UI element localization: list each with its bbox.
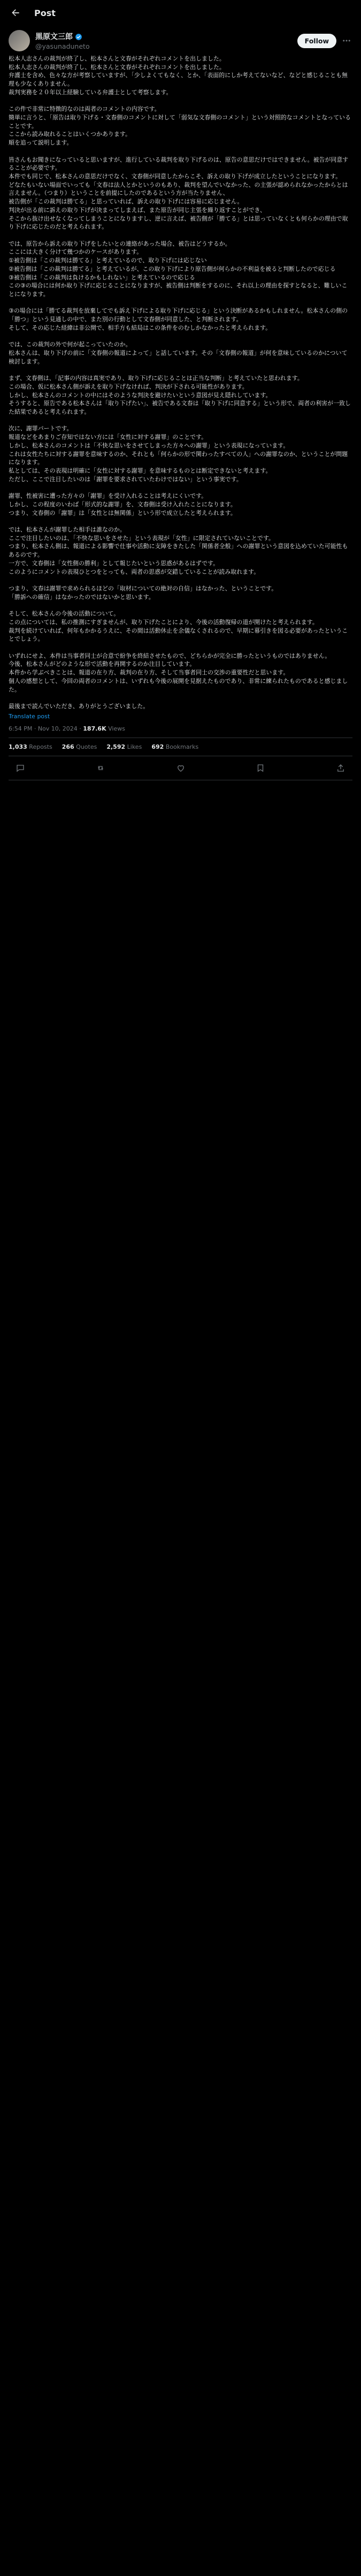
post-header [0,26,361,55]
post-paragraph: 松本人志さんの裁判が終了し、松本さんと文春がそれぞれコメントを出しました。 松本人志さんの裁判が終了し、松本さんと文春がそれぞれコメントを出しました。 弁護士を含め、色々な方が考察していますが、「少しよくてもなく、とか、「表面的にしか考えてないなど、などと感じることも無理も少なくありません。 裁判実務を２０年以上経験している弁護士として考察します。 [9,55,348,96]
share-icon[interactable] [335,763,346,773]
bookmarks-stat[interactable]: 692 Bookmarks [151,743,199,750]
like-icon[interactable] [175,763,186,773]
post-paragraph: では、松本さんが謝罪した相手は誰なのか。 ここで注目したいのは、「不快な思いをさせた」という表現が「女性」に限定されていないことです。 つまり、松本さん側は、報道による影響で仕事や活動に支障をきたした「関係者全般」への謝罪という意図を込めていた可能性もあるのです。 一方で、文春側は「女性側の勝利」として報じたいという思惑があるはずです。 このようにコメントの表現ひとつをとっても、両者の思惑が交錯していることが読み取れます。 [9,526,348,575]
post-body [0,55,361,711]
post-paragraph: いずれにせよ、本件は当事者同士が合意で紛争を終結させたもので、どちらかが完全に勝ったというものではありません。 今後、松本さんがどのような形で活動を再開するのか注目しています。 本件から学ぶべきことは、報道の在り方、裁判の在り方、そして当事者同士の交渉の重要性だと思います。 個人の感想として、今回の両者のコメントは、いずれも今後の展開を見据えたものであり、非常に練られたものであると感じました。 [9,652,348,693]
post-paragraph: まず、文春側は、「記事の内容は真実であり、取り下げに応じることは正当な判断」と考えていたと思われます。 この場合、仮に松本さん側が訴えを取り下げなければ、判決が下される可能性があります。 しかし、松本さんのコメントの中にはそのような判決を避けたいという意図が見え隠れしています。 そうすると、原告である松本さんは「取り下げたい」、被告である文春は「取り下げに同意する」という形で、両者の利害が一致した結果であると考えられます。 [9,375,351,415]
translate-post-link[interactable]: Translate post [9,712,50,720]
post-paragraph: 次に、謝罪パートです。 報道などをあまりご存知ではない方には「女性に対する謝罪」のことです。 しかし、松本さんのコメントは「不快な思いをさせてしまった方々への謝罪」という表現になっています。 これは女性たちに対する謝罪を意味するのか、それとも「何らかの形で関わったすべての人」への謝罪なのか、ということが問題になります。 私としては、その表現は明確に「女性に対する謝罪」を意味するものとは断定できないと考えます。 ただし、ここで注目したいのは「謝罪を要求されていたわけではない」という事実です。 [9,425,348,483]
post-paragraph: つまり、文春は謝罪で求められるほどの「取材についての絶対の自信」はなかった、ということです。 「勝訴への確信」はなかったのではないかと思います。 [9,584,278,601]
follow-button[interactable]: Follow [297,34,336,48]
more-options-icon[interactable] [341,35,352,47]
post-meta: 6:54 PM · Nov 10, 2024 · 187.6K Views [9,725,125,732]
avatar[interactable] [9,30,30,51]
bookmark-icon[interactable] [255,763,266,773]
verified-badge-icon [75,33,82,40]
post-paragraph: 皆さんもお聞きになっていると思いますが、進行している裁判を取り下げるのは、原告の意思だけではできません。被告が同意することが必要です。 本件でも同じで、松本さんの意思だけでなく、文春側が同意したからこそ、訴えの取り下げが成立したということになります。 どなたもいない場面でいっても「文春は法人とかというのもあり、裁判を望んでいなかった、の主張が認められなかったからとは言えません。（つまり）ということを前提にしたのであるという方が当たりません、 被告側が「この裁判は勝てる」と思っていれば、訴えの取り下げには容易に応じません。 判決が出る前に訴えの取り下げが決まってしまえば、また原告が同じ主張を繰り返すことができ、 そこから抜け出せなくなってしまうことになりますし、逆に言えば、被告側が「勝てる」とは思っていなくとも何らかの理由で取り下げに応じたのだと考えられます。 [9,156,349,231]
top-bar [0,0,361,26]
page-title: Post [34,7,56,18]
engagement-stats [0,738,361,756]
post-time[interactable]: 6:54 PM [9,725,33,732]
post-paragraph: この件で非常に特徴的なのは両者のコメントの内容です。 簡単に言うと、「原告は取り下げる・文春側のコメントに対して「弱気な文春側のコメント」という対照的なコメントとなっていることです。 ここから読み取れることはいくつかあります。 順を追って説明します。 [9,105,351,147]
post-paragraph: ③の場合には「勝てる裁判を放棄してでも訴え下げによる取り下げに応じる」という決断があるかもしれません。松本さんの側の「勝つ」という見通しの中で、また別の行動として文春側が同意した、と判断されます。 そして、その応じた経緯は非公開で、相手方も結局はこの条件をのむしかなかったと考えられます。 [9,307,348,331]
reposts-stat[interactable]: 1,033 Reposts [9,743,52,750]
post-paragraph: 最後まで読んでいただき、ありがとうございました。 [9,702,149,710]
author-display-name[interactable]: 黒原文三郎 [35,33,73,41]
post-paragraph: 謝罪、性被害に遭った方々の「謝罪」を受け入れることは考えにくいです。 しかし、この程度のいわば「形式的な謝罪」を、文春側は受け入れたことになります。 つまり、文春側の「謝罪」は「女性とは無関係」という形で成立したと考えられます。 [9,492,236,516]
author-names [35,31,297,50]
action-bar [0,756,361,780]
post-paragraph: そして、松本さんの今後の活動について。 この点については、私の推測にすぎませんが、取り下げたことにより、今後の活動復帰の道が開けたと考えられます。 裁判を続けていれば、何年もかかるうえに、その間は活動休止を余儀なくされるので、早期に幕引きを図る必要があったということでしょう。 [9,610,348,643]
back-arrow-icon[interactable] [6,4,25,22]
repost-icon[interactable] [95,763,106,773]
likes-stat[interactable]: 2,592 Likes [106,743,142,750]
post-date[interactable]: Nov 10, 2024 [37,725,78,732]
post-paragraph: では、原告から訴えの取り下げをしたいとの連絡があった場合、被告はどうするか。 ここには大きく分けて幾つかのケースがあります。 ①被告側は「この裁判は勝てる」と考えているので、取り下げには応じない ②被告側は「この裁判は勝てる」と考えているが、この取り下げにより原告側が何らかの不利益を被ると判断したので応じる ③被告側は「この裁判は負けるかもしれない」と考えているので応じる この③の場合には何か取り下げに応じることになりますが、被告側は判断をするのに、それ以上の理由を探すとなると、難しいことになります。 [9,240,348,298]
post-paragraph: では、この裁判の外で何が起こっていたのか。 松本さんは、取り下げの前に「文春側の報道によって」と話しています。その「文春側の報道」が何を意味しているのかについて検討します。 [9,341,348,365]
quotes-stat[interactable]: 266 Quotes [62,743,97,750]
author-handle[interactable]: @yasunaduneto [35,42,90,50]
reply-icon[interactable] [15,763,26,773]
views-count: 187.6K [83,725,106,732]
views-label: Views [108,725,125,732]
